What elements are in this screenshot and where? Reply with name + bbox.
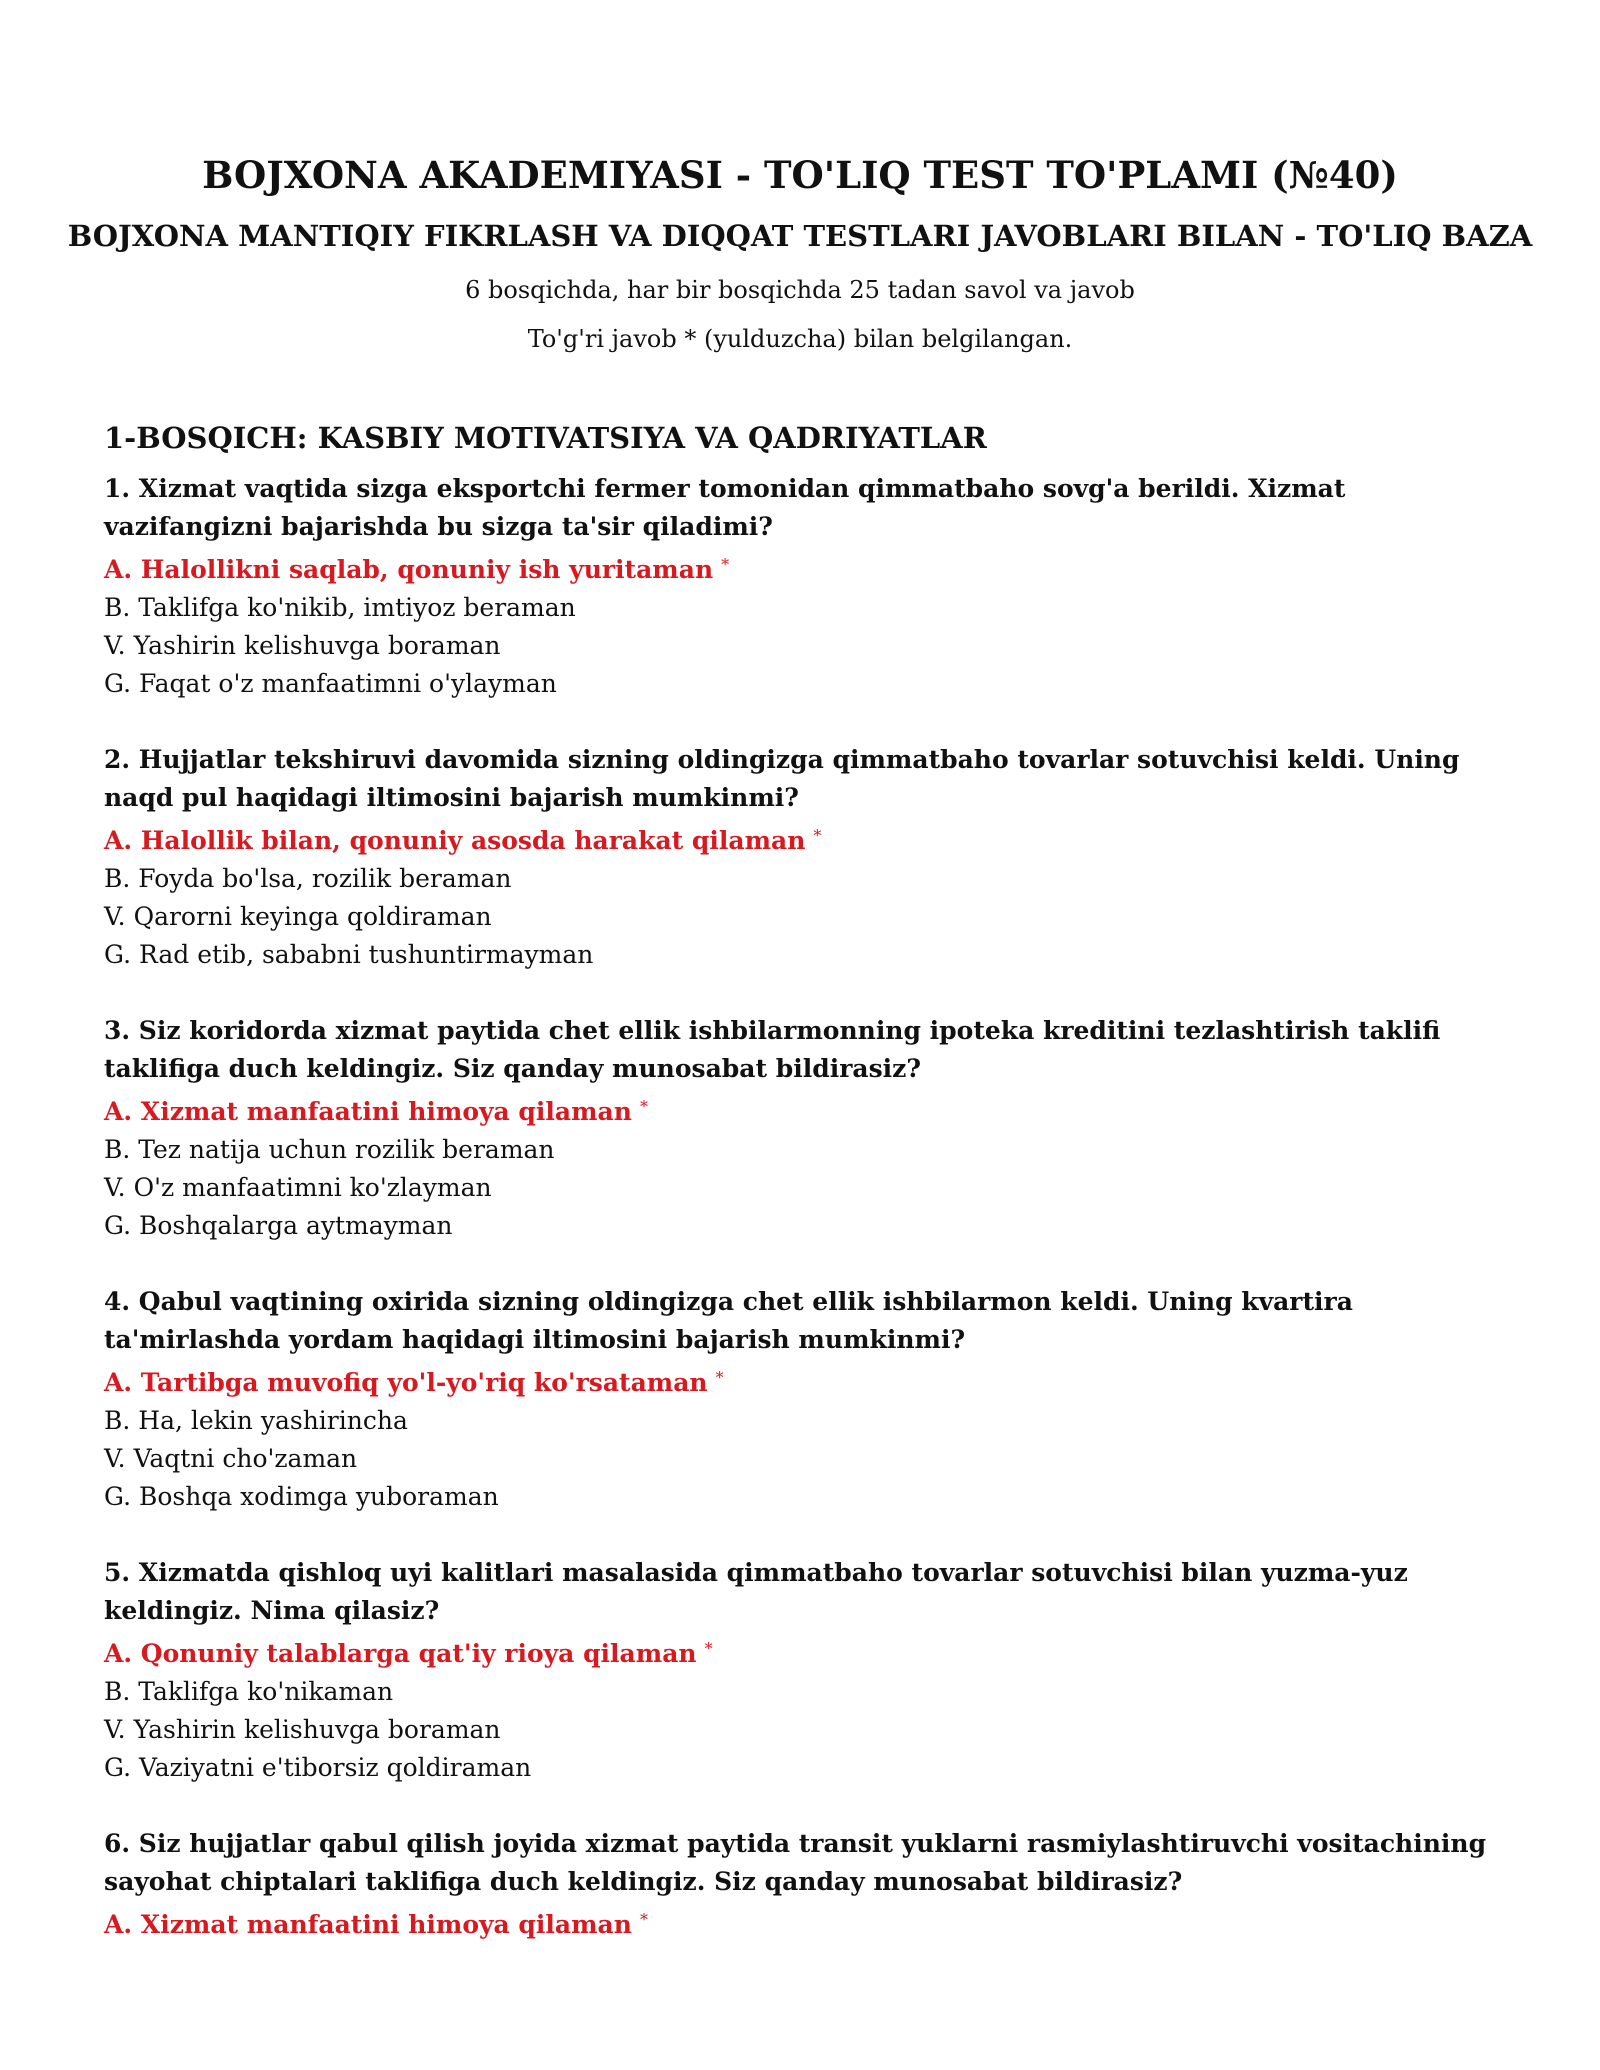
correct-answer-option (104, 1630, 1504, 1673)
question-item (104, 1825, 1504, 1944)
answer-option (104, 1711, 1504, 1749)
answer-label: V. Yashirin kelishuvga boraman (104, 631, 501, 660)
answer-option (104, 1131, 1504, 1169)
question-text: 4. Qabul vaqtining oxirida sizning oldingizga chet ellik ishbilarmon keldi. Uning kvartira ta'mirlashda yordam haqidagi iltimosini bajarish mumkinmi? (104, 1287, 1353, 1354)
correct-star-icon: * (639, 1910, 648, 1929)
question-text: 2. Hujjatlar tekshiruvi davomida sizning oldingizga qimmatbaho tovarlar sotuvchisi keldi. Uning naqd pul haqidagi iltimosini bajarish mumkinmi? (104, 745, 1460, 812)
answer-label: G. Boshqalarga aytmayman (104, 1211, 453, 1240)
question-text: 1. Xizmat vaqtida sizga eksportchi fermer tomonidan qimmatbaho sovg'a berildi. Xizmat vazifangizni bajarishda bu sizga ta'sir qiladimi? (104, 474, 1346, 541)
answer-label: B. Ha, lekin yashirincha (104, 1406, 408, 1435)
answer-options (104, 1088, 1504, 1245)
correct-answer-option (104, 817, 1504, 860)
question-list (104, 470, 1504, 1982)
answer-label: V. Qarorni keyinga qoldiraman (104, 902, 492, 931)
correct-answer-option (104, 1088, 1504, 1131)
document-description: 6 bosqichda, har bir bosqichda 25 tadan savol va javob (465, 276, 1135, 304)
answer-label: B. Tez natija uchun rozilik beraman (104, 1135, 555, 1164)
answer-label: G. Boshqa xodimga yuboraman (104, 1482, 499, 1511)
answer-label: B. Foyda bo'lsa, rozilik beraman (104, 864, 512, 893)
answer-options (104, 1901, 1504, 1944)
question-text: 6. Siz hujjatlar qabul qilish joyida xizmat paytida transit yuklarni rasmiylashtiruvchi vositachining sayohat chiptalari taklifiga duch keldingiz. Siz qanday munosabat bildirasiz? (104, 1829, 1487, 1896)
answer-options (104, 546, 1504, 703)
answer-label: G. Rad etib, sababni tushuntirmayman (104, 940, 594, 969)
answer-option (104, 898, 1504, 936)
correct-star-icon: * (721, 555, 730, 574)
answer-option (104, 1749, 1504, 1787)
answer-label: V. Yashirin kelishuvga boraman (104, 1715, 501, 1744)
answer-option (104, 1207, 1504, 1245)
answer-label: G. Faqat o'z manfaatimni o'ylayman (104, 669, 557, 698)
answer-label: G. Vaziyatni e'tiborsiz qoldiraman (104, 1753, 532, 1782)
answer-option (104, 1402, 1504, 1440)
question-item (104, 1554, 1504, 1787)
answer-option (104, 589, 1504, 627)
answer-label: A. Qonuniy talablarga qat'iy rioya qilaman (104, 1639, 697, 1668)
answer-label: A. Halollik bilan, qonuniy asosda harakat qilaman (104, 826, 806, 855)
answer-label: B. Taklifga ko'nikib, imtiyoz beraman (104, 593, 576, 622)
answer-label: A. Tartibga muvofiq yo'l-yo'riq ko'rsataman (104, 1368, 708, 1397)
correct-star-icon: * (704, 1639, 713, 1658)
answer-option (104, 936, 1504, 974)
question-item (104, 741, 1504, 974)
answer-option (104, 627, 1504, 665)
answer-options (104, 817, 1504, 974)
document-title: BOJXONA AKADEMIYASI - TO'LIQ TEST TO'PLAMI (№40) (202, 153, 1398, 197)
correct-answer-option (104, 1359, 1504, 1402)
answer-option (104, 1673, 1504, 1711)
answer-options (104, 1359, 1504, 1516)
answer-label: V. O'z manfaatimni ko'zlayman (104, 1173, 492, 1202)
section-title: 1-BOSQICH: KASBIY MOTIVATSIYA VA QADRIYATLAR (104, 421, 987, 455)
question-item (104, 1283, 1504, 1516)
correct-star-icon: * (639, 1097, 648, 1116)
correct-answer-option (104, 546, 1504, 589)
correct-star-icon: * (813, 826, 822, 845)
answer-option (104, 665, 1504, 703)
answer-label: A. Xizmat manfaatini himoya qilaman (104, 1097, 632, 1126)
document-legend-note: To'g'ri javob * (yulduzcha) bilan belgilangan. (527, 325, 1073, 353)
answer-label: B. Taklifga ko'nikaman (104, 1677, 394, 1706)
question-text: 5. Xizmatda qishloq uyi kalitlari masalasida qimmatbaho tovarlar sotuvchisi bilan yuzma-yuz keldingiz. Nima qilasiz? (104, 1558, 1408, 1625)
answer-label: V. Vaqtni cho'zaman (104, 1444, 358, 1473)
answer-option (104, 1440, 1504, 1478)
answer-options (104, 1630, 1504, 1787)
answer-label: A. Halollikni saqlab, qonuniy ish yuritaman (104, 555, 714, 584)
question-text: 3. Siz koridorda xizmat paytida chet ellik ishbilarmonning ipoteka kreditini tezlashtirish taklifi taklifiga duch keldingiz. Siz qanday munosabat bildirasiz? (104, 1016, 1441, 1083)
answer-option (104, 860, 1504, 898)
document-subtitle: BOJXONA MANTIQIY FIKRLASH VA DIQQAT TESTLARI JAVOBLARI BILAN - TO'LIQ BAZA (67, 219, 1533, 253)
correct-answer-option (104, 1901, 1504, 1944)
correct-star-icon: * (715, 1368, 724, 1387)
answer-option (104, 1478, 1504, 1516)
question-item (104, 470, 1504, 703)
answer-label: A. Xizmat manfaatini himoya qilaman (104, 1910, 632, 1939)
answer-option (104, 1169, 1504, 1207)
question-item (104, 1012, 1504, 1245)
